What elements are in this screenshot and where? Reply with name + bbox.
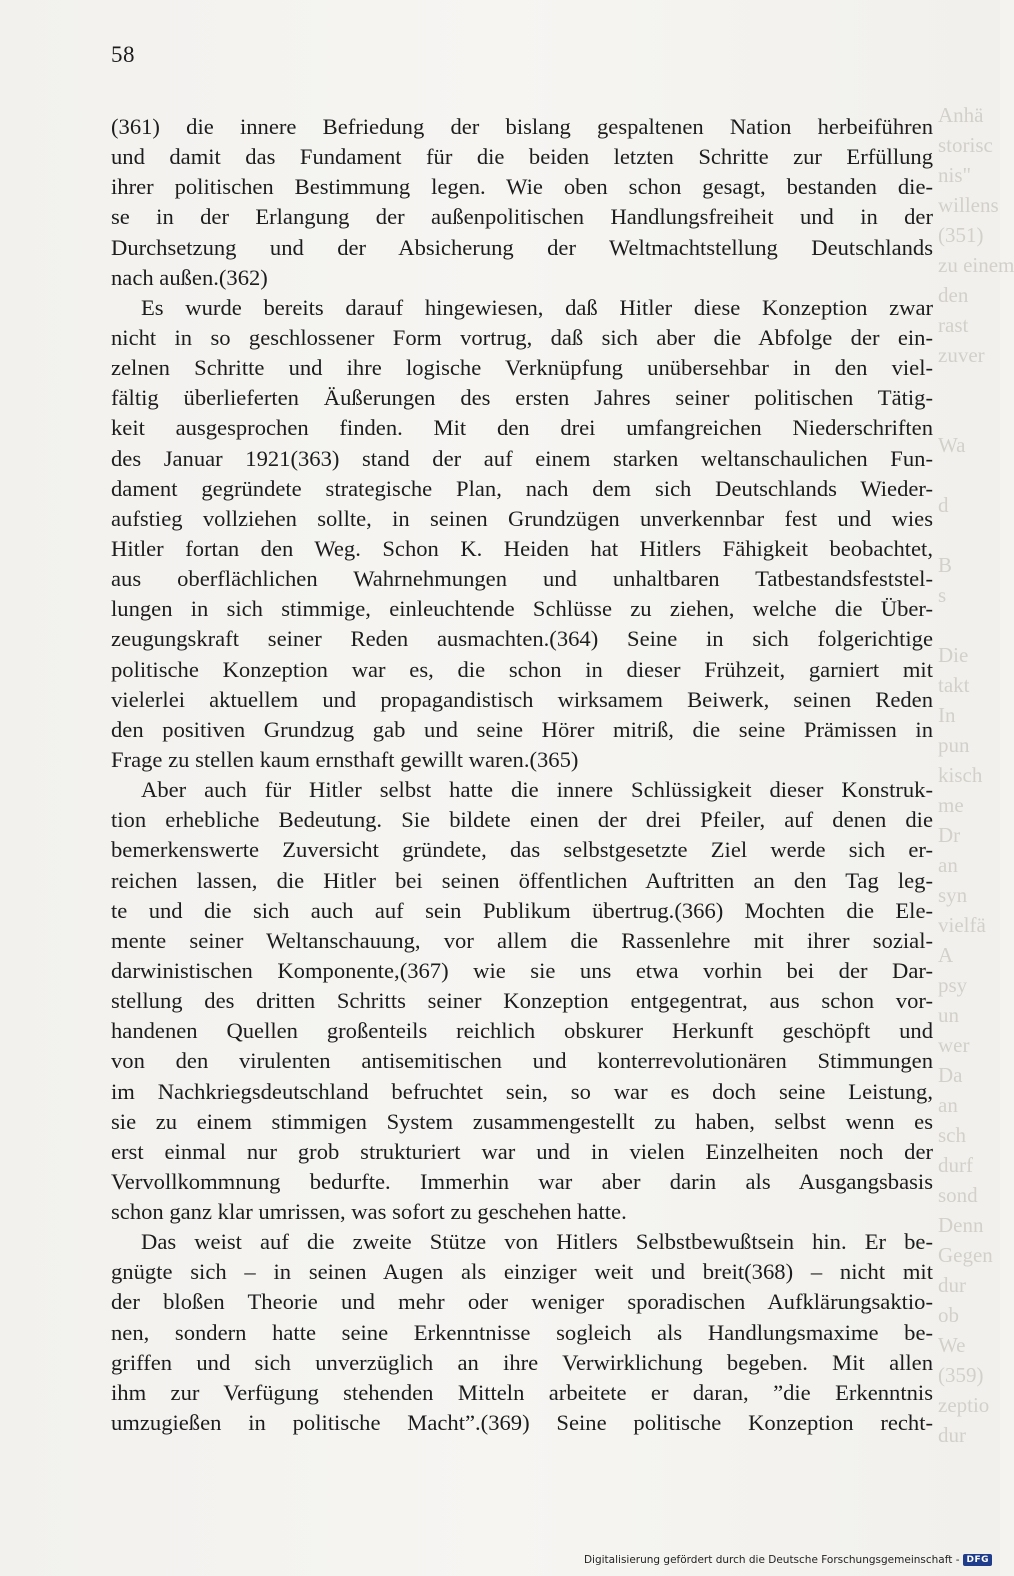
body-text: [111, 112, 933, 1438]
text-line: Das weist auf die zweite Stütze von Hitlers Selbstbewußtsein hin. Er be-: [141, 1229, 933, 1255]
text-line: lungen in sich stimmige, einleuchtende Schlüsse zu ziehen, welche die Über-: [111, 596, 933, 622]
show-through-line: an: [938, 1093, 958, 1117]
show-through-line: sond: [938, 1183, 978, 1207]
show-through-line: Da: [938, 1063, 963, 1087]
show-through-line: [938, 400, 1000, 430]
text-line: te und die sich auch auf sein Publikum übertrug.(366) Mochten die Ele-: [111, 897, 933, 923]
text-line: (361) die innere Befriedung der bislang gespaltenen Nation herbeiführen: [111, 114, 933, 139]
show-through-line: Gegen: [938, 1243, 993, 1267]
text-line: erst einmal nur grob strukturiert war und in vielen Einzelheiten noch der: [111, 1138, 933, 1164]
show-through-line: zuver: [938, 343, 985, 367]
show-through-line: nis": [938, 163, 972, 187]
text-line: ihrer politischen Bestimmung legen. Wie oben schon gesagt, bestanden die-: [111, 174, 933, 200]
text-line: bemerkenswerte Zuversicht gründete, das selbstgesetzte Ziel werde sich er-: [111, 837, 933, 863]
text-line: vielerlei aktuellem und propagandistisch wirksamem Beiwerk, seinen Reden: [111, 686, 933, 712]
text-line: ihm zur Verfügung stehenden Mitteln arbeitete er daran, ”die Erkenntnis: [111, 1379, 933, 1405]
show-through-line: [938, 520, 1000, 550]
facing-page-show-through: [938, 100, 1014, 1450]
show-through-line: d: [938, 493, 949, 517]
show-through-line: takt: [938, 673, 970, 697]
show-through-line: vielfä: [938, 913, 986, 937]
text-line: Durchsetzung und der Absicherung der Weltmachtstellung Deutschlands: [111, 234, 933, 260]
show-through-line: un: [938, 1003, 959, 1027]
text-line: nen, sondern hatte seine Erkenntnisse sogleich als Handlungsmaxime be-: [111, 1319, 933, 1345]
text-line: zelnen Schritte und ihre logische Verknüpfung unübersehbar in den viel-: [111, 355, 933, 381]
text-line: reichen lassen, die Hitler bei seinen öffentlichen Auftritten an den Tag leg-: [111, 867, 933, 893]
digitization-credit: [584, 1554, 992, 1566]
show-through-line: In: [938, 703, 956, 727]
text-line: und damit das Fundament für die beiden letzten Schritte zur Erfüllung: [111, 144, 933, 170]
credit-text: Digitalisierung gefördert durch die Deutsche Forschungsgemeinschaft -: [583, 1554, 960, 1566]
text-line: griffen und sich unverzüglich an ihre Verwirklichung begeben. Mit allen: [111, 1349, 933, 1375]
text-line: Aber auch für Hitler selbst hatte die innere Schlüssigkeit dieser Konstruk-: [141, 777, 933, 803]
text-line: umzugießen in politische Macht”.(369) Seine politische Konzeption recht-: [111, 1410, 933, 1436]
text-line: mente seiner Weltanschauung, vor allem die Rassenlehre mit ihrer sozial-: [111, 927, 933, 953]
text-line: den positiven Grundzug gab und seine Hörer mitriß, die seine Prämissen in: [111, 716, 933, 742]
show-through-line: an: [938, 853, 958, 877]
text-line: aus oberflächlichen Wahrnehmungen und unhaltbaren Tatbestandsfeststel-: [111, 566, 933, 592]
show-through-line: storisc: [938, 133, 993, 157]
text-line: aufstieg vollziehen sollte, in seinen Grundzügen unverkennbar fest und wies: [111, 505, 933, 531]
show-through-line: pun: [938, 733, 970, 757]
show-through-line: me: [938, 793, 964, 817]
show-through-line: Die: [938, 643, 969, 667]
show-through-line: dur: [938, 1423, 966, 1447]
text-line: im Nachkriegsdeutschland befruchtet sein, so war es doch seine Leistung,: [111, 1078, 933, 1104]
text-line: politische Konzeption war es, die schon in dieser Frühzeit, garniert mit: [111, 656, 933, 682]
dfg-logo: DFG: [963, 1554, 992, 1566]
text-line: von den virulenten antisemitischen und konterrevolutionären Stimmungen: [111, 1048, 933, 1074]
show-through-line: We: [938, 1333, 966, 1357]
show-through-line: Anhä: [938, 103, 984, 127]
text-line: keit ausgesprochen finden. Mit den drei umfangreichen Niederschriften: [111, 415, 933, 441]
show-through-line: (359): [938, 1363, 984, 1387]
show-through-line: [938, 460, 1000, 490]
text-line: gnügte sich – in seinen Augen als einziger weit und breit(368) – nicht mit: [111, 1259, 933, 1285]
page-number: 58: [111, 42, 135, 67]
show-through-line: wer: [938, 1033, 970, 1057]
show-through-line: s: [938, 583, 947, 607]
show-through-line: B: [938, 553, 953, 577]
show-through-line: Denn: [938, 1213, 984, 1237]
text-line: sie zu einem stimmigen System zusammengestellt zu haben, selbst wenn es: [111, 1108, 933, 1134]
show-through-line: ob: [938, 1303, 959, 1327]
show-through-line: [938, 370, 1000, 400]
text-line: schon ganz klar umrissen, was sofort zu geschehen hatte.: [111, 1199, 627, 1225]
show-through-line: dur: [938, 1273, 966, 1297]
show-through-line: (351): [938, 223, 984, 247]
text-line: handenen Quellen großenteils reichlich obskurer Herkunft geschöpft und: [111, 1018, 933, 1044]
text-line: zeugungskraft seiner Reden ausmachten.(364) Seine in sich folgerichtige: [111, 626, 933, 652]
show-through-line: psy: [938, 973, 968, 997]
show-through-line: den: [938, 283, 969, 307]
text-line: nach außen.(362): [111, 264, 268, 290]
text-line: nicht in so geschlossener Form vortrug, daß sich aber die Abfolge der ein-: [111, 324, 933, 350]
show-through-line: rast: [938, 313, 969, 337]
text-line: des Januar 1921(363) stand der auf einem starken weltanschaulichen Fun-: [111, 445, 933, 471]
show-through-line: zu einem: [938, 253, 1014, 277]
show-through-line: zeptio: [938, 1393, 990, 1417]
show-through-line: A: [938, 943, 954, 967]
text-line: dament gegründete strategische Plan, nach dem sich Deutschlands Wieder-: [111, 475, 933, 501]
text-line: se in der Erlangung der außenpolitischen Handlungsfreiheit und in der: [111, 204, 933, 230]
show-through-line: durf: [938, 1153, 973, 1177]
text-line: darwinistischen Komponente,(367) wie sie uns etwa vorhin bei der Dar-: [111, 957, 933, 983]
text-line: der bloßen Theorie und mehr oder weniger sporadischen Aufklärungsaktio-: [111, 1289, 933, 1315]
text-line: Frage zu stellen kaum ernsthaft gewillt waren.(365): [111, 746, 579, 772]
text-line: Vervollkommnung bedurfte. Immerhin war aber darin als Ausgangsbasis: [111, 1168, 933, 1194]
text-line: stellung des dritten Schritts seiner Konzeption entgegentrat, aus schon vor-: [111, 988, 933, 1014]
show-through-line: syn: [938, 883, 968, 907]
text-line: fältig überlieferten Äußerungen des ersten Jahres seiner politischen Tätig-: [111, 385, 933, 411]
text-line: Hitler fortan den Weg. Schon K. Heiden hat Hitlers Fähigkeit beobachtet,: [111, 535, 933, 561]
show-through-line: sch: [938, 1123, 966, 1147]
show-through-line: willens: [938, 193, 999, 217]
text-line: tion erhebliche Bedeutung. Sie bildete einen der drei Pfeiler, auf denen die: [111, 807, 933, 833]
show-through-line: [938, 610, 1000, 640]
text-line: Es wurde bereits darauf hingewiesen, daß Hitler diese Konzeption zwar: [141, 294, 933, 320]
show-through-line: Wa: [938, 433, 966, 457]
show-through-line: Dr: [938, 823, 961, 847]
show-through-line: kisch: [938, 763, 983, 787]
